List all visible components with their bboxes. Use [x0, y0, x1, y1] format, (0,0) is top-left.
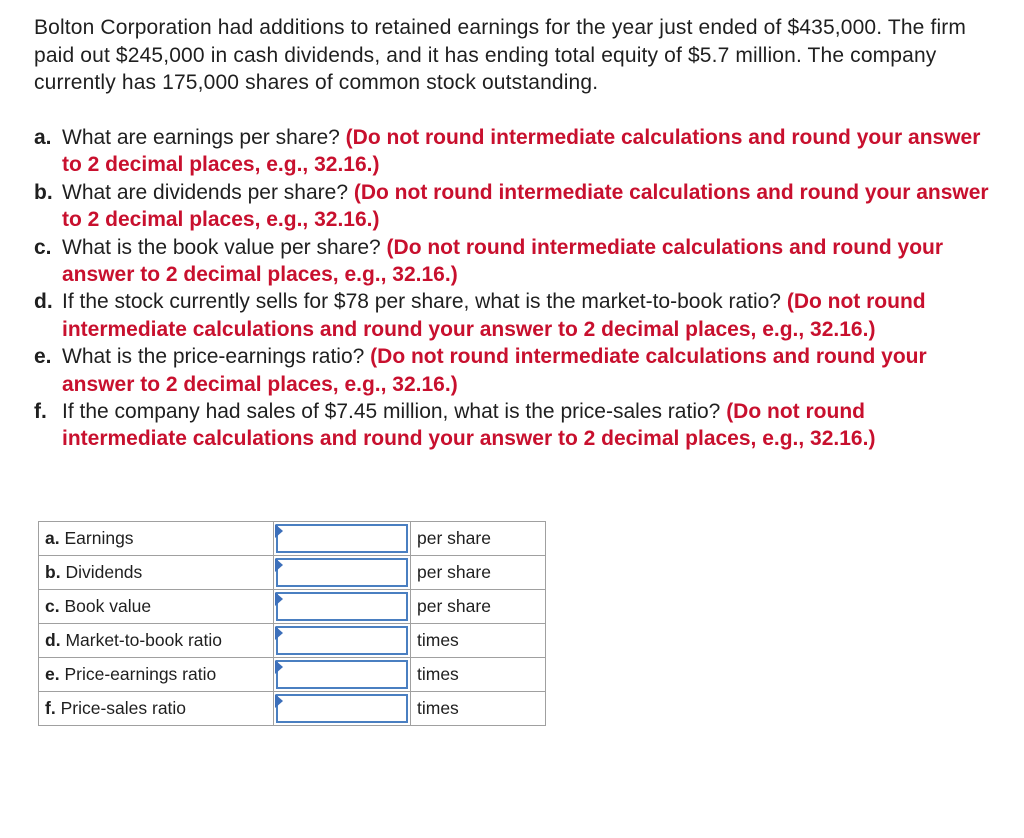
row-letter: e. [45, 664, 60, 684]
row-label [39, 692, 274, 726]
table-row [39, 556, 546, 590]
question-list [34, 124, 994, 453]
question-letter: e. [34, 345, 52, 369]
row-label-text: Price-earnings ratio [64, 664, 217, 684]
question-letter: d. [34, 290, 53, 314]
question-letter: f. [34, 400, 47, 424]
question-text: What is the price-earnings ratio? [62, 345, 365, 369]
question-text: If the stock currently sells for $78 per share, what is the market-to-book ratio? [62, 290, 781, 314]
question-letter: b. [34, 180, 53, 204]
question-text: What are earnings per share? [62, 126, 340, 149]
table-row [39, 624, 546, 658]
market-to-book-input[interactable] [276, 626, 408, 655]
answer-table [38, 521, 546, 726]
row-label [39, 590, 274, 624]
row-letter: a. [45, 528, 60, 548]
row-unit: per share [411, 556, 546, 590]
row-label [39, 624, 274, 658]
row-label-text: Dividends [65, 562, 143, 582]
row-label-text: Market-to-book ratio [65, 630, 223, 650]
row-letter: c. [45, 596, 60, 616]
question-a [34, 124, 994, 179]
table-row [39, 522, 546, 556]
row-letter: f. [45, 698, 56, 718]
answer-cell [274, 522, 411, 556]
dividends-per-share-input[interactable] [276, 558, 408, 587]
row-letter: b. [45, 562, 61, 582]
row-label [39, 658, 274, 692]
table-row [39, 658, 546, 692]
question-f [34, 398, 994, 453]
row-unit: per share [411, 522, 546, 556]
question-instruction: (Do not round intermediate calculations and round your answer to 2 decimal places, e.g., 32.16.) [62, 400, 876, 451]
table-row [39, 590, 546, 624]
answer-cell [274, 556, 411, 590]
price-earnings-input[interactable] [276, 660, 408, 689]
question-letter: c. [34, 235, 52, 259]
question-letter: a. [34, 126, 52, 149]
answer-cell [274, 658, 411, 692]
answer-cell [274, 692, 411, 726]
row-label [39, 522, 274, 556]
question-d [34, 288, 994, 343]
row-unit: times [411, 658, 546, 692]
row-label-text: Book value [64, 596, 152, 616]
answer-cell [274, 624, 411, 658]
question-instruction: (Do not round intermediate calculations and round your answer to 2 decimal places, e.g., 32.16.) [62, 290, 926, 341]
book-value-per-share-input[interactable] [276, 592, 408, 621]
question-instruction: (Do not round intermediate calculations and round your answer to 2 decimal places, e.g., 32.16.) [62, 235, 944, 287]
problem-text: Bolton Corporation had additions to retained earnings for the year just ended of $435,000. The firm paid out $245,000 in cash dividends, and it has ending total equity of $5.7 million. The company currently has 175,000 shares of common stock outstanding. [34, 16, 967, 94]
question-text: If the company had sales of $7.45 million, what is the price-sales ratio? [62, 400, 721, 424]
question-instruction: (Do not round intermediate calculations and round your answer to 2 decimal places, e.g., 32.16.) [62, 180, 989, 232]
question-instruction: (Do not round intermediate calculations and round your answer to 2 decimal places, e.g., 32.16.) [62, 126, 981, 177]
row-letter: d. [45, 630, 61, 650]
question-text: What is the book value per share? [62, 235, 381, 259]
earnings-per-share-input[interactable] [276, 524, 408, 553]
question-c [34, 234, 994, 289]
problem-statement [34, 14, 994, 97]
question-text: What are dividends per share? [62, 180, 348, 204]
row-unit: times [411, 624, 546, 658]
price-sales-input[interactable] [276, 694, 408, 723]
table-row [39, 692, 546, 726]
question-b [34, 179, 994, 234]
question-instruction: (Do not round intermediate calculations and round your answer to 2 decimal places, e.g., 32.16.) [62, 345, 927, 396]
row-unit: times [411, 692, 546, 726]
row-unit: per share [411, 590, 546, 624]
question-e [34, 343, 994, 398]
row-label [39, 556, 274, 590]
answer-cell [274, 590, 411, 624]
row-label-text: Price-sales ratio [60, 698, 187, 718]
row-label-text: Earnings [64, 528, 134, 548]
